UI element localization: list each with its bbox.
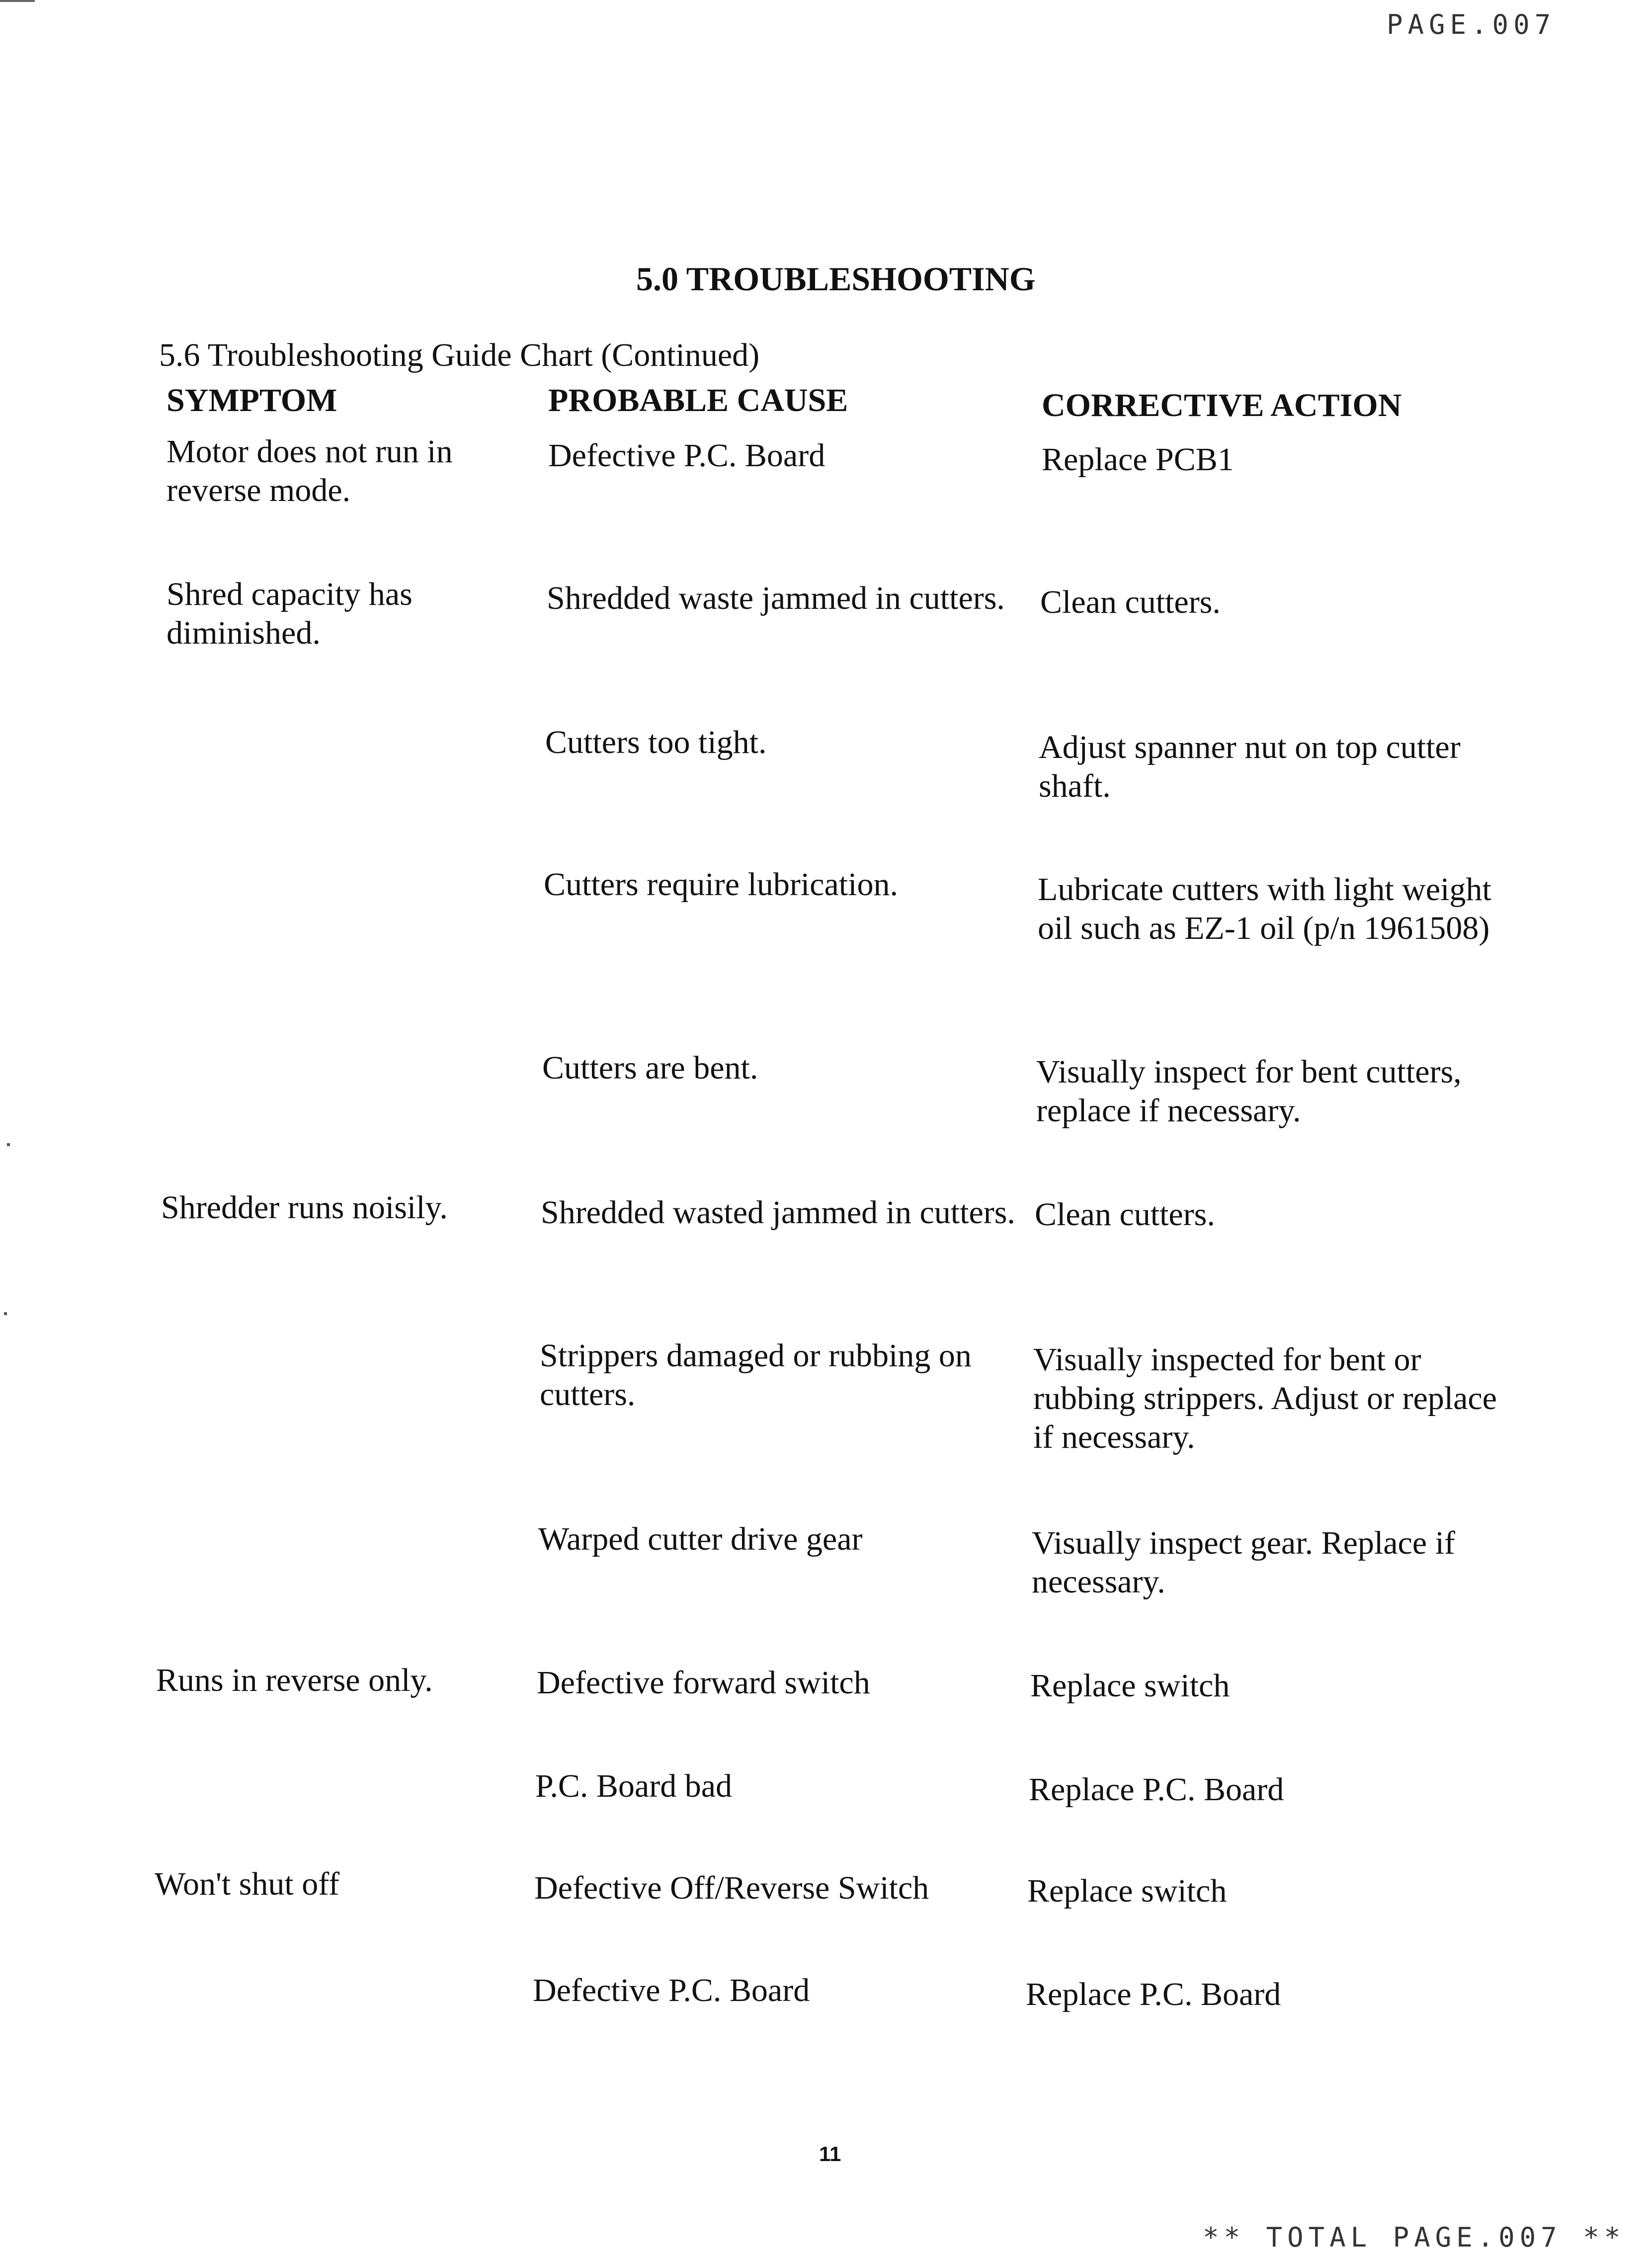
table-cell-symptom: Won't shut off [155, 1866, 340, 1902]
column-header-action: CORRECTIVE ACTION [1042, 387, 1402, 423]
table-cell-action: Adjust spanner nut on top cutter shaft. [1039, 729, 1461, 804]
chart-title: 5.6 Troubleshooting Guide Chart (Continued) [159, 337, 760, 373]
table-cell-action: Visually inspect gear. Replace if necessary. [1032, 1525, 1455, 1600]
table-cell-action: Visually inspected for bent or rubbing strippers. Adjust or replace if necessary. [1033, 1341, 1497, 1455]
table-cell-symptom: Runs in reverse only. [156, 1662, 433, 1698]
stray-scan-mark [4, 1312, 7, 1315]
corner-scan-mark [0, 0, 35, 2]
column-header-cause: PROBABLE CAUSE [548, 382, 848, 418]
table-cell-cause: P.C. Board bad [535, 1768, 732, 1804]
section-title: 5.0 TROUBLESHOOTING [636, 260, 1036, 298]
table-cell-cause: Defective P.C. Board [533, 1972, 810, 2008]
column-header-symptom: SYMPTOM [166, 382, 337, 418]
table-cell-cause: Defective P.C. Board [548, 437, 826, 474]
table-cell-action: Lubricate cutters with light weight oil such as EZ-1 oil (p/n 1961508) [1038, 871, 1491, 946]
page-number: 11 [819, 2142, 841, 2166]
table-cell-action: Replace PCB1 [1042, 441, 1234, 478]
table-cell-action: Clean cutters. [1035, 1196, 1215, 1233]
table-cell-cause: Defective Off/Reverse Switch [534, 1870, 929, 1906]
fax-total-pages-footer: ** TOTAL PAGE.007 ** [1203, 2222, 1626, 2253]
fax-page-header: PAGE.007 [1387, 9, 1556, 40]
stray-scan-mark [7, 1143, 10, 1146]
table-cell-cause: Shredded wasted jammed in cutters. [541, 1194, 1015, 1231]
table-cell-cause: Cutters require lubrication. [544, 866, 898, 903]
table-cell-action: Replace P.C. Board [1026, 1976, 1281, 2012]
table-cell-cause: Shredded waste jammed in cutters. [547, 580, 1005, 616]
table-cell-cause: Cutters are bent. [542, 1050, 758, 1086]
table-cell-cause: Cutters too tight. [545, 724, 767, 760]
table-cell-cause: Warped cutter drive gear [538, 1521, 863, 1557]
table-cell-symptom: Shredder runs noisily. [161, 1189, 448, 1226]
table-cell-symptom: Motor does not run in reverse mode. [166, 433, 453, 508]
table-cell-action: Replace switch [1030, 1668, 1230, 1704]
table-cell-action: Replace P.C. Board [1029, 1771, 1284, 1808]
table-cell-cause: Strippers damaged or rubbing on cutters. [540, 1337, 972, 1413]
table-cell-symptom: Shred capacity has diminished. [166, 576, 413, 651]
table-cell-action: Replace switch [1027, 1873, 1227, 1909]
table-cell-action: Clean cutters. [1040, 584, 1221, 620]
table-cell-cause: Defective forward switch [537, 1665, 870, 1701]
table-cell-action: Visually inspect for bent cutters, replace if necessary. [1036, 1054, 1462, 1129]
